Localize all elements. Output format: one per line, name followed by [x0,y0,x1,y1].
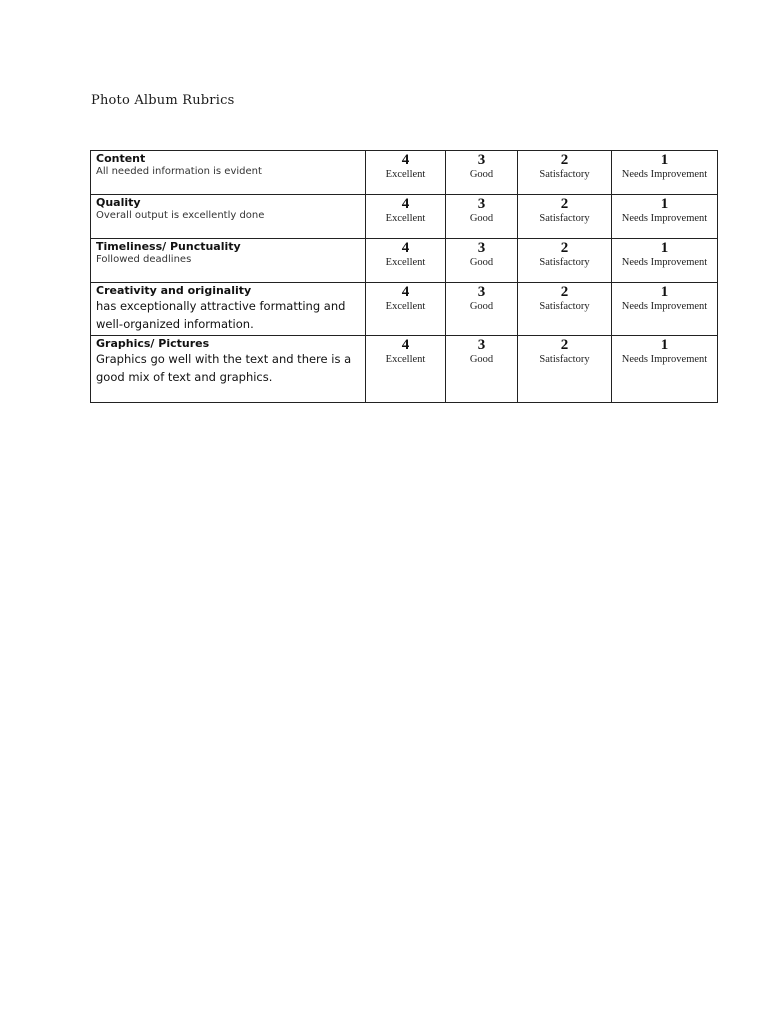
score-label: Excellent [385,257,426,268]
rubric-row-graphics [91,336,718,403]
criterion-cell [91,283,366,336]
criterion-description: Followed deadlines [96,254,192,265]
score-cell-4 [366,151,446,195]
score-cell-3 [446,336,518,403]
criterion-title: Timeliness/ Punctuality [96,240,241,253]
rubric-row-timeliness [91,239,718,283]
rubric-row-creativity [91,283,718,336]
score-value: 2 [560,337,569,353]
score-label: Satisfactory [539,213,590,224]
score-value: 2 [560,240,569,256]
criterion-description: Overall output is excellently done [96,210,265,221]
rubric-row-content [91,151,718,195]
score-label: Satisfactory [539,354,590,365]
score-cell-2 [518,239,612,283]
score-value: 2 [560,152,569,168]
score-label: Good [469,257,494,268]
score-value: 3 [477,284,486,300]
score-value: 4 [401,196,410,212]
score-cell-4 [366,283,446,336]
score-value: 3 [477,240,486,256]
criterion-cell [91,239,366,283]
score-label: Satisfactory [539,169,590,180]
criterion-title: Graphics/ Pictures [96,337,210,350]
score-label: Needs Improvement [621,169,708,180]
score-value: 3 [477,337,486,353]
score-cell-3 [446,151,518,195]
score-label: Needs Improvement [621,354,708,365]
score-value: 3 [477,196,486,212]
score-label: Needs Improvement [621,257,708,268]
criterion-title: Quality [96,196,141,209]
score-cell-1 [612,283,718,336]
score-label: Excellent [385,301,426,312]
score-cell-1 [612,195,718,239]
score-label: Good [469,169,494,180]
criterion-cell [91,151,366,195]
score-label: Satisfactory [539,257,590,268]
criterion-title: Content [96,152,146,165]
score-cell-3 [446,239,518,283]
criterion-cell [91,195,366,239]
score-value: 2 [560,284,569,300]
score-label: Good [469,213,494,224]
score-value: 1 [660,337,669,353]
score-value: 1 [660,152,669,168]
score-value: 4 [401,240,410,256]
criterion-description: has exceptionally attractive formatting and well-organized information. [96,299,346,331]
score-value: 1 [660,196,669,212]
score-cell-2 [518,283,612,336]
score-label: Satisfactory [539,301,590,312]
criterion-cell [91,336,366,403]
score-cell-3 [446,283,518,336]
score-label: Good [469,354,494,365]
score-value: 4 [401,284,410,300]
score-label: Excellent [385,354,426,365]
criterion-description: Graphics go well with the text and there is a good mix of text and graphics. [96,352,352,384]
score-cell-1 [612,239,718,283]
score-label: Excellent [385,169,426,180]
criterion-description: All needed information is evident [96,166,262,177]
score-value: 2 [560,196,569,212]
score-cell-2 [518,336,612,403]
score-cell-1 [612,151,718,195]
score-label: Excellent [385,213,426,224]
score-cell-4 [366,195,446,239]
score-cell-2 [518,195,612,239]
score-value: 1 [660,240,669,256]
score-value: 4 [401,337,410,353]
rubric-table [90,150,718,403]
document-title: Photo Album Rubrics [91,93,235,108]
score-cell-4 [366,336,446,403]
score-cell-2 [518,151,612,195]
score-value: 3 [477,152,486,168]
score-label: Good [469,301,494,312]
score-label: Needs Improvement [621,301,708,312]
score-value: 4 [401,152,410,168]
score-value: 1 [660,284,669,300]
rubric-row-quality [91,195,718,239]
score-label: Needs Improvement [621,213,708,224]
criterion-title: Creativity and originality [96,284,252,297]
score-cell-4 [366,239,446,283]
score-cell-1 [612,336,718,403]
score-cell-3 [446,195,518,239]
